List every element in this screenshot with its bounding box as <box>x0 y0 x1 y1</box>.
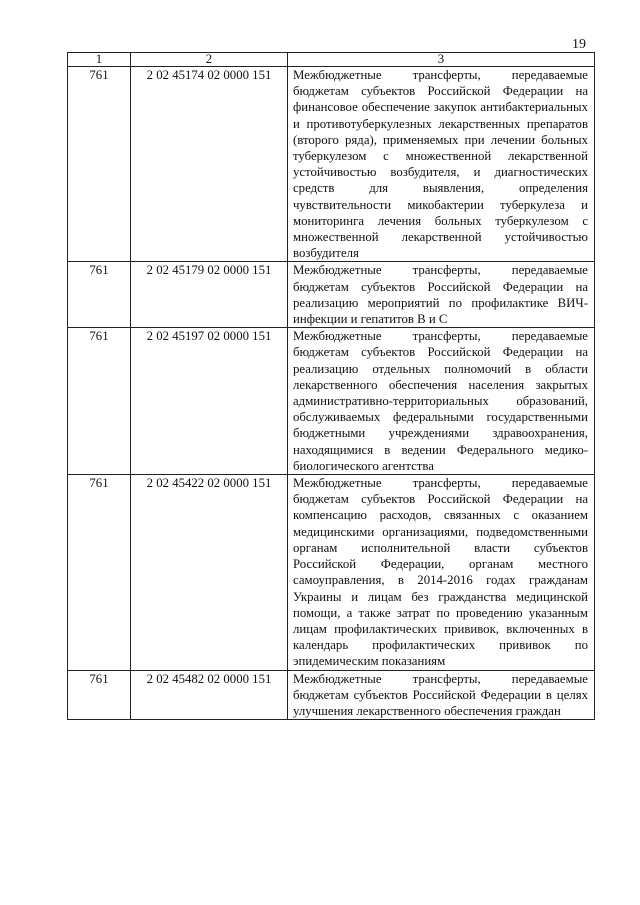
table-row <box>68 67 595 262</box>
description-cell: Межбюджетные трансферты, передаваемые бюджетам субъектов Российской Федерации в целях улучшения лекарственного обеспечения граждан <box>288 670 595 720</box>
classification-code-cell: 2 02 45174 02 0000 151 <box>131 67 288 262</box>
description-cell: Межбюджетные трансферты, передаваемые бюджетам субъектов Российской Федерации на реализацию мероприятий по профилактике ВИЧ-инфекции и гепатитов B и C <box>288 262 595 328</box>
classification-code-cell: 2 02 45422 02 0000 151 <box>131 475 288 670</box>
table-header-row <box>68 53 595 67</box>
column-header-3: 3 <box>288 53 595 67</box>
page-number: 19 <box>572 37 586 52</box>
admin-code-cell: 761 <box>68 670 131 720</box>
column-header-1: 1 <box>68 53 131 67</box>
table-row <box>68 262 595 328</box>
table-row <box>68 328 595 475</box>
admin-code-cell: 761 <box>68 475 131 670</box>
classification-code-cell: 2 02 45179 02 0000 151 <box>131 262 288 328</box>
description-cell: Межбюджетные трансферты, передаваемые бюджетам субъектов Российской Федерации на реализацию отдельных полномочий в области лекарственного обеспечения населения закрытых административно-территориальных образований, обслуживаемых федеральными государственными бюджетными учреждениями здравоохранения, находящимися в ведении Федерального медико-биологического агентства <box>288 328 595 475</box>
budget-classification-table <box>67 52 595 720</box>
classification-code-cell: 2 02 45197 02 0000 151 <box>131 328 288 475</box>
table-row <box>68 670 595 720</box>
description-cell: Межбюджетные трансферты, передаваемые бюджетам субъектов Российской Федерации на финансовое обеспечение закупок антибактериальных и противотуберкулезных лекарственных препаратов (второго ряда), применяемых при лечении больных туберкулезом с множественной лекарственной устойчивостью возбудителя, и диагностических средств для выявления, определения чувствительности микобактерии туберкулеза и мониторинга лечения больных туберкулезом с множественной лекарственной устойчивостью возбудителя <box>288 67 595 262</box>
admin-code-cell: 761 <box>68 262 131 328</box>
admin-code-cell: 761 <box>68 328 131 475</box>
description-cell: Межбюджетные трансферты, передаваемые бюджетам субъектов Российской Федерации на компенсацию расходов, связанных с оказанием медицинскими организациями, подведомственными органам исполнительной власти субъектов Российской Федерации, органам местного самоуправления, в 2014-2016 годах гражданам Украины и лицам без гражданства медицинской помощи, а также затрат по проведению указанным лицам профилактических прививок, включенных в календарь профилактических прививок по эпидемическим показаниям <box>288 475 595 670</box>
table-row <box>68 475 595 670</box>
column-header-2: 2 <box>131 53 288 67</box>
classification-code-cell: 2 02 45482 02 0000 151 <box>131 670 288 720</box>
admin-code-cell: 761 <box>68 67 131 262</box>
